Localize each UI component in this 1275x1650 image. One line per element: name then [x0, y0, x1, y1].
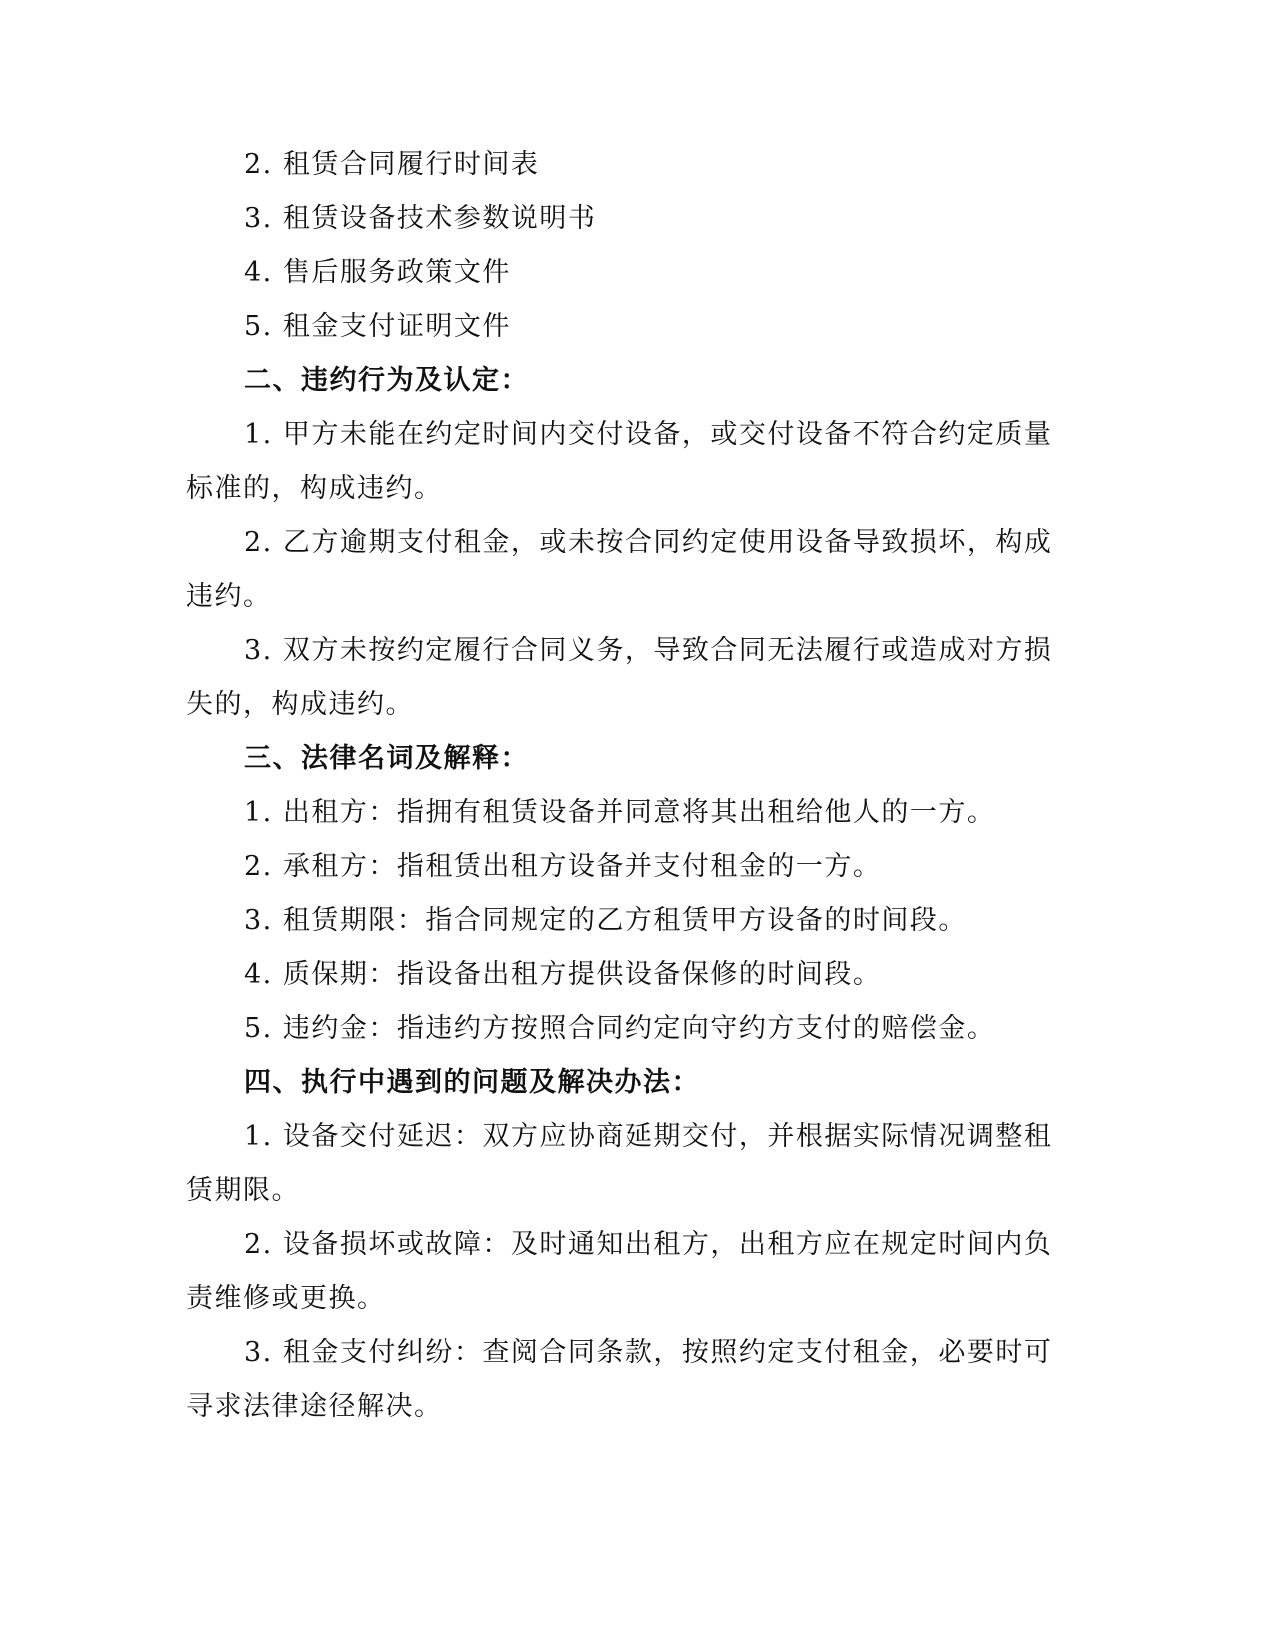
list-item: 1. 出租方：指拥有租赁设备并同意将其出租给他人的一方。	[244, 797, 996, 828]
paragraph-line: 2. 设备损坏或故障：及时通知出租方，出租方应在规定时间内负	[244, 1229, 1053, 1260]
paragraph-line: 失的，构成违约。	[186, 689, 414, 720]
section-heading: 三、法律名词及解释：	[244, 743, 529, 774]
list-item: 4. 售后服务政策文件	[244, 257, 511, 288]
list-item: 5. 租金支付证明文件	[244, 311, 511, 342]
list-item: 3. 租赁设备技术参数说明书	[244, 203, 597, 234]
paragraph-line: 违约。	[186, 581, 272, 612]
list-item: 2. 租赁合同履行时间表	[244, 149, 540, 180]
paragraph-line: 1. 甲方未能在约定时间内交付设备，或交付设备不符合约定质量	[244, 419, 1053, 450]
paragraph-line: 赁期限。	[186, 1175, 300, 1206]
section-heading: 四、执行中遇到的问题及解决办法：	[244, 1067, 700, 1098]
paragraph-line: 责维修或更换。	[186, 1283, 386, 1314]
list-item: 4. 质保期：指设备出租方提供设备保修的时间段。	[244, 959, 882, 990]
paragraph-line: 标准的，构成违约。	[186, 473, 443, 504]
list-item: 2. 承租方：指租赁出租方设备并支付租金的一方。	[244, 851, 882, 882]
section-heading: 二、违约行为及认定：	[244, 365, 529, 396]
list-item: 3. 租赁期限：指合同规定的乙方租赁甲方设备的时间段。	[244, 905, 967, 936]
paragraph-line: 寻求法律途径解决。	[186, 1391, 443, 1422]
paragraph-line: 3. 租金支付纠纷：查阅合同条款，按照约定支付租金，必要时可	[244, 1337, 1053, 1368]
paragraph-line: 2. 乙方逾期支付租金，或未按合同约定使用设备导致损坏，构成	[244, 527, 1053, 558]
list-item: 5. 违约金：指违约方按照合同约定向守约方支付的赔偿金。	[244, 1013, 996, 1044]
paragraph-line: 1. 设备交付延迟：双方应协商延期交付，并根据实际情况调整租	[244, 1121, 1053, 1152]
paragraph-line: 3. 双方未按约定履行合同义务，导致合同无法履行或造成对方损	[244, 635, 1053, 666]
